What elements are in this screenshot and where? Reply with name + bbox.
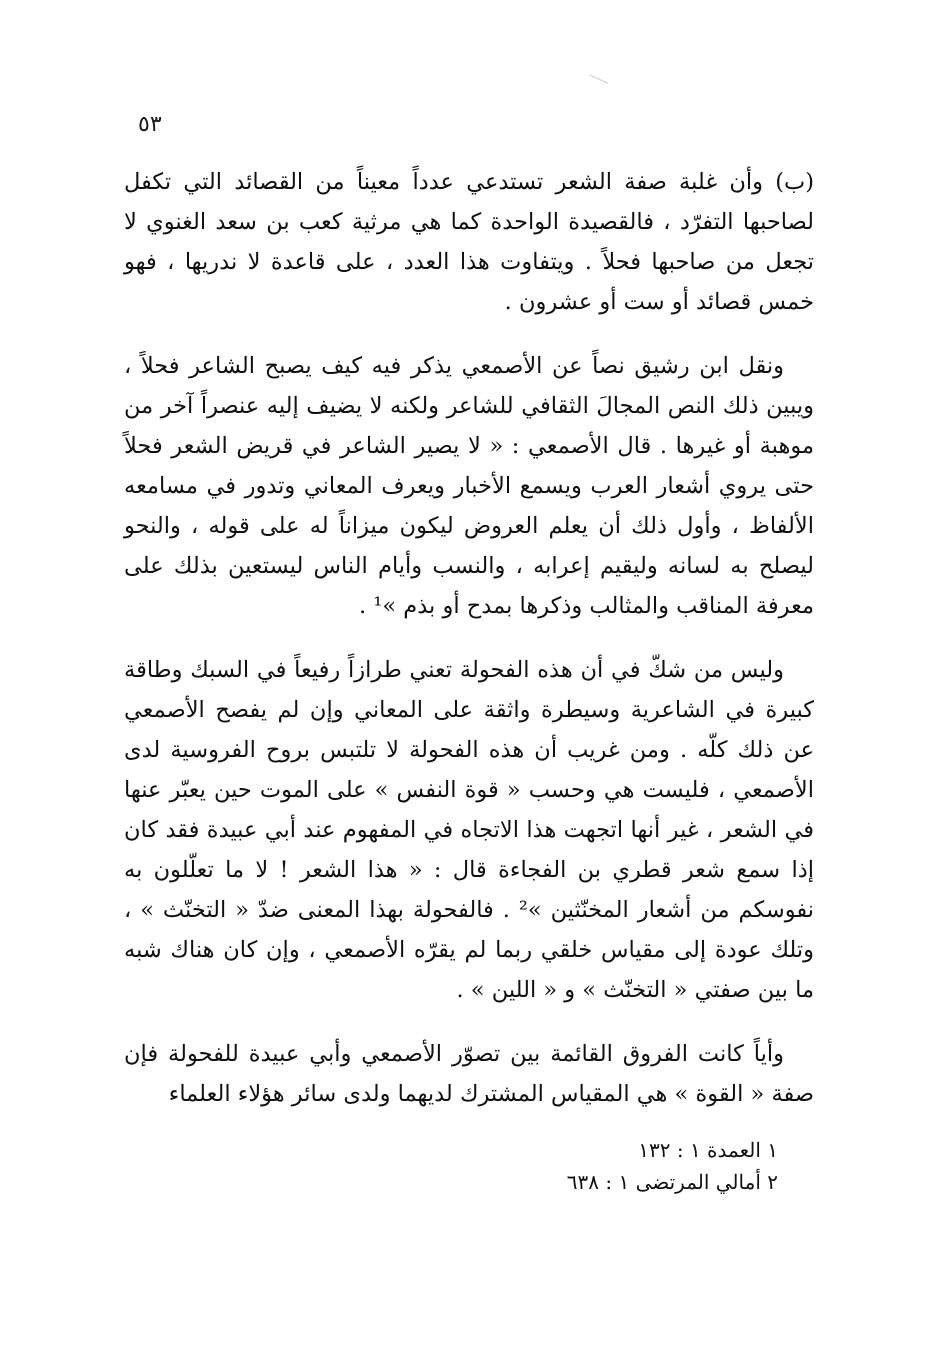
paragraph-conclusion: وأياً كانت الفروق القائمة بين تصوّر الأصمعي وأبي عبيدة للفحولة فإن صفة « القوة » هي المقياس المشترك لديهما ولدى سائر هؤلاء العلماء xyxy=(124,1041,814,1107)
paragraph-fuhula-discussion: وليس من شكّ في أن هذه الفحولة تعني طرازاً رفيعاً في السبك وطاقة كبيرة في الشاعرية وسيطرة واثقة على المعاني وإن لم يفصح الأصمعي عن ذلك كلّه . ومن غريب أن هذه الفحولة لا تلتبس بروح الفروسية لدى الأصمعي ، فليست هي وحسب « قوة النفس » على الموت حين يعبّر عنها في الشعر ، غير أنها اتجهت هذا الاتجاه في المفهوم عند أبي عبيدة فقد كان إذا سمع شعر قطري بن الفجاءة قال : « هذا الشعر ! لا ما تعلّلون به نفوسكم من أشعار المخنّثين »² . فالفحولة بهذا المعنى ضدّ « التخنّث » ، وتلك عودة إلى مقياس خلقي ربما لم يقرّه الأصمعي ، وإن كان هناك شبه ما بين صفتي « التخنّث » و « اللين » . xyxy=(124,657,815,1003)
footnote-2: ٢ أمالي المرتضى ١ : ٦٣٨ xyxy=(566,1170,778,1194)
paragraph-b: (ب) وأن غلبة صفة الشعر تستدعي عدداً معيناً من القصائد التي تكفل لصاحبها التفرّد ، فالقصيدة الواحدة كما هي مرثية كعب بن سعد الغنوي لا تجعل من صاحبها فحلاً . ويتفاوت هذا العدد ، على قاعدة لا ندريها ، فهو خمس قصائد أو ست أو عشرون . xyxy=(124,169,814,315)
body-text xyxy=(124,162,814,1114)
footnote-1: ١ العمدة ١ : ١٣٢ xyxy=(638,1138,778,1162)
scan-mark xyxy=(584,75,608,97)
page-number: ٥٣ xyxy=(138,112,162,137)
footnotes xyxy=(567,1134,778,1198)
paragraph-ibn-rashiq-quote: ونقل ابن رشيق نصاً عن الأصمعي يذكر فيه كيف يصبح الشاعر فحلاً ، ويبين ذلك النص المجالَ الثقافي للشاعر ولكنه لا يضيف إليه عنصراً آخر من موهبة أو غيرها . قال الأصمعي : « لا يصير الشاعر في قريض الشعر فحلاً حتى يروي أشعار العرب ويسمع الأخبار ويعرف المعاني وتدور في مسامعه الألفاظ ، وأول ذلك أن يعلم العروض ليكون ميزاناً له على قوله ، والنحو ليصلح به لسانه وليقيم إعرابه ، والنسب وأيام الناس ليستعين بذلك على معرفة المناقب والمثالب وذكرها بمدح أو بذم »¹ . xyxy=(124,353,814,619)
